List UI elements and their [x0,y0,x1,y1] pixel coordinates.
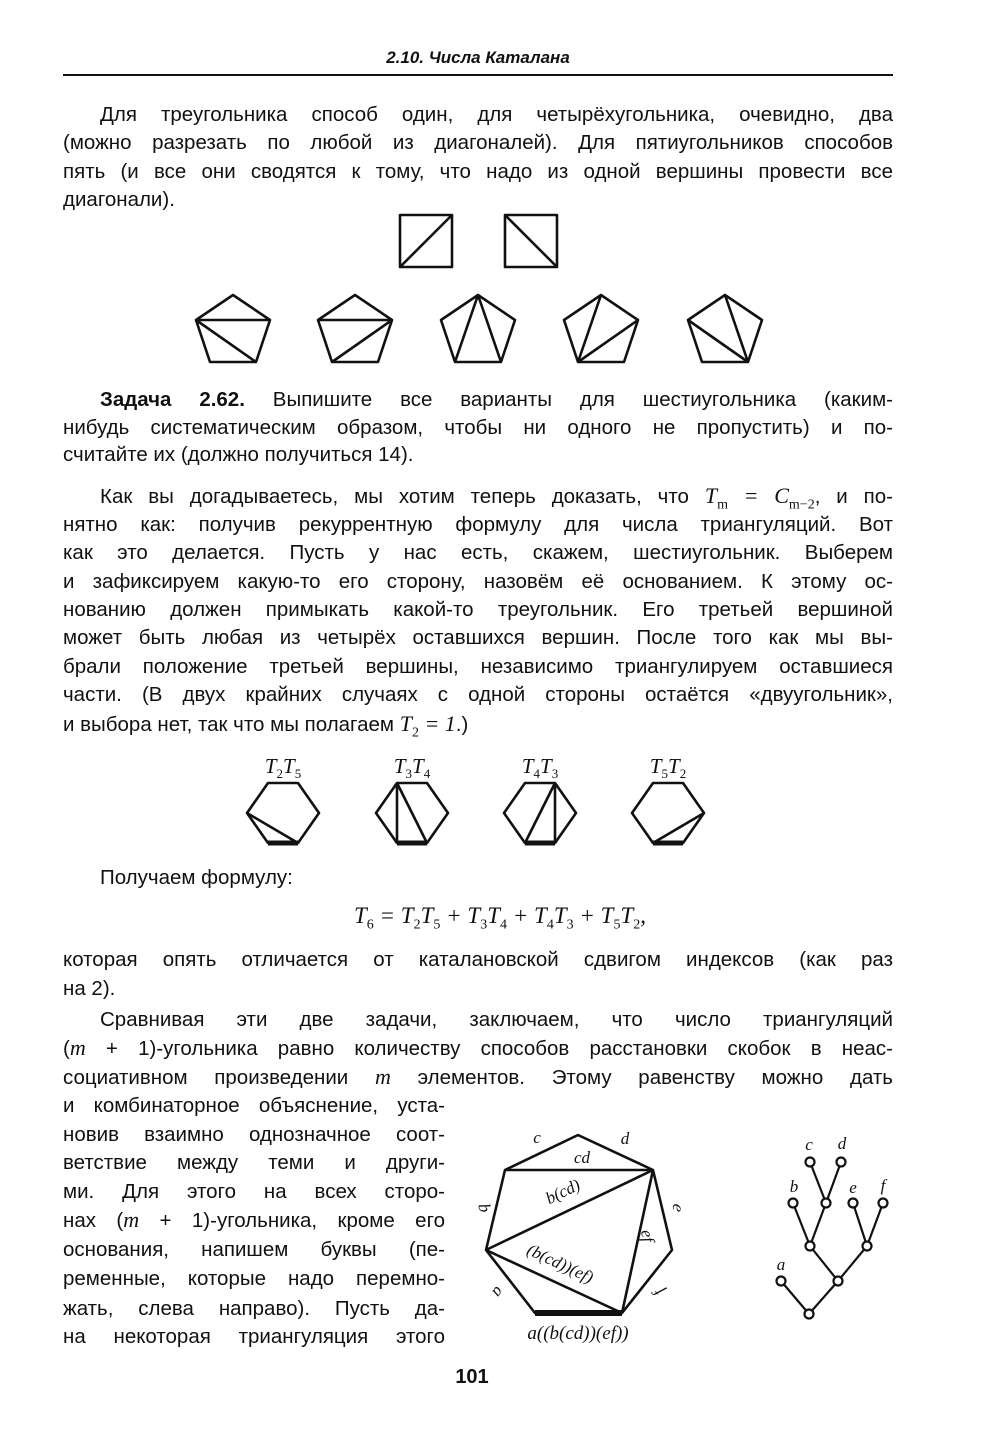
text-line: социативном произведении m элементов. Этому равенству можно дать [63,1064,893,1089]
edge-label-d: d [620,1129,630,1148]
pentagon-triangulation-1 [196,295,270,362]
label-t2t5: $T_2T_5$ [264,754,302,782]
diag-label-cd: cd [573,1148,591,1167]
text: Как вы догадываетесь, мы хотим теперь доказать, что [100,485,705,508]
tree-label-a: a [776,1255,786,1274]
text-line: ми. Для этого на всех сторо- [63,1180,445,1203]
formula-t6: $T_6 = T_2T_5 + T_3T_4 + T_4T_3 + T_5T_2$, [353,903,647,933]
hexagon-t5t2 [632,783,704,843]
text-line: на некоторая триангуляция этого [63,1325,445,1348]
square-diagonal-2 [505,215,557,267]
text-line: нованию должен примыкать какой-то треугольник. Его третьей вершиной [63,598,893,621]
text-line: как это делается. Пусть у нас есть, скажем, шестиугольник. Выберем [63,541,893,564]
tree-label-f: f [880,1176,886,1195]
math-t2-eq-1: $T_2 = 1$ [399,711,456,741]
pentagon-triangulation-5 [688,295,762,362]
running-header: 2.10. Числа Каталана [386,48,570,67]
text-line: считайте их (должно получиться 14). [63,443,414,466]
text-line: брали положение третьей вершины, независимо триангулируем оставшиеся [63,655,893,678]
square-diagonal-1 [400,215,452,267]
text-line: и выбора нет, так что мы полагаем $T_2 = 1$.) [63,711,469,741]
edge-label-c: c [533,1128,541,1147]
text-line: диагонали). [63,188,175,211]
text-line: и зафиксируем какую-то его сторону, назовём её основанием. К этому ос- [63,570,893,593]
hexagon-t3t4 [376,783,448,843]
text-line: нятно как: получив рекуррентную формулу для числа триангуляций. Вот [63,513,893,536]
text-line: Сравнивая эти две задачи, заключаем, что число триангуляций [100,1008,893,1031]
diag-label-ef: ef [636,1227,659,1244]
text-line: (m + 1)-угольника равно количеству способов расстановки скобок в неас- [63,1035,893,1060]
edge-label-e: e [668,1202,689,1215]
text-line: (можно разрезать по любой из диагоналей). Для пятиугольников способов [63,131,893,154]
text-line: и комбинаторное объяснение, уста- [63,1094,445,1117]
text-line: может быть любая из четырёх оставшихся вершин. После того как мы вы- [63,626,893,649]
text-line: на 2). [63,977,116,1000]
pentagon-triangulation-3 [441,295,515,362]
diag-label-bcd: b(cd) [542,1175,584,1208]
label-t3t4: $T_3T_4$ [393,754,431,782]
text-line: нах (m + 1)-угольника, кроме его [63,1207,446,1232]
label-t4t3: $T_4T_3$ [521,754,559,782]
edge-label-a: a [488,1283,509,1302]
text-line: ременные, которые надо перемно- [63,1267,445,1290]
task-label: Задача 2.62. [100,388,245,411]
text-line: которая опять отличается от каталановской сдвигом индексов (как раз [63,948,893,971]
edge-label-f: f [649,1284,668,1301]
text-line: ветствие между теми и други- [63,1151,445,1174]
label-t5t2: $T_5T_2$ [649,754,687,782]
tree-label-b: b [789,1177,799,1196]
math-tm-eq-cm2: $T_m = C_{m-2}$ [704,483,815,513]
tree-label-d: d [837,1134,847,1153]
text: , и по- [814,485,893,508]
base-label: a((b(cd))(ef)) [527,1323,629,1344]
tree-label-c: c [805,1135,813,1154]
page-number: 101 [455,1366,489,1388]
text-line: Получаем формулу: [100,866,293,889]
pentagon-triangulation-4 [564,295,638,362]
text-line: Для треугольника способ один, для четырёхугольника, очевидно, два [100,103,893,126]
text-line: пять (и все они сводятся к тому, что надо из одной вершины провести все [63,160,893,183]
text-line: новив взаимно однозначное соот- [63,1123,445,1146]
edge-label-b: b [474,1201,495,1215]
text-line: основания, напишем буквы (пе- [63,1238,445,1261]
task-text: Выпишите все варианты для шестиугольника (каким- [244,388,893,411]
hexagon-t2t5 [247,783,319,843]
diag-label-bcdef: (b(cd))(ef) [524,1239,597,1288]
text-line: части. (В двух крайних случаях с одной стороны остаётся «двуугольник», [63,683,893,706]
tree-label-e: e [849,1178,857,1197]
hexagon-t4t3 [504,783,576,843]
text-line: нибудь систематическим образом, чтобы ни одного не пропустить) и по- [63,416,893,439]
text-line: жать, слева направо). Пусть да- [63,1297,445,1320]
pentagon-triangulation-2 [318,295,392,362]
